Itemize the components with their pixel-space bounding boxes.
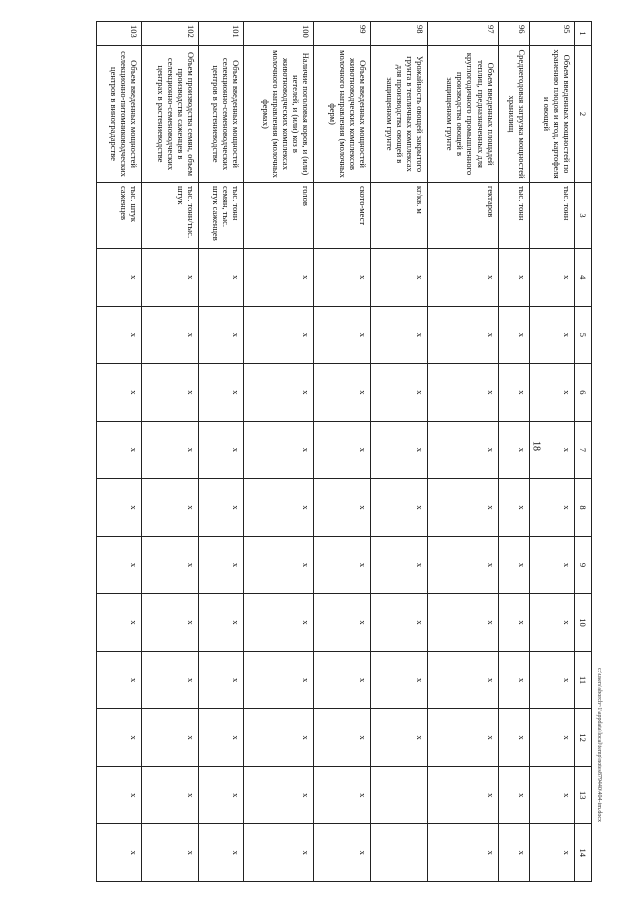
value-cell: x [371, 421, 428, 479]
indicator-name-cell: Объем введенных площадей теплиц, предназначенных для круглогодичного промышленного производства овощей в защищенном грунте [428, 46, 498, 183]
value-cell: x [313, 306, 370, 364]
value-cell: x [198, 364, 243, 422]
unit-cell: тыс. тонн [530, 183, 575, 249]
value-cell: x [498, 306, 530, 364]
unit-cell: ското-мест [313, 183, 370, 249]
row-number-cell: 102 [141, 22, 198, 46]
column-number-cell: 7 [575, 421, 592, 479]
value-cell: x [243, 594, 313, 652]
value-cell: x [243, 306, 313, 364]
value-cell: x [243, 364, 313, 422]
indicator-name-cell: Объем введенных мощностей по хранению плодов и ягод, картофеля и овощей [530, 46, 575, 183]
value-cell: x [530, 306, 575, 364]
value-cell: x [243, 709, 313, 767]
table-row [313, 22, 370, 882]
value-cell: x [428, 421, 498, 479]
column-number-cell: 14 [575, 824, 592, 882]
value-cell: x [97, 651, 142, 709]
value-cell: x [198, 306, 243, 364]
value-cell: x [428, 594, 498, 652]
value-cell: x [97, 594, 142, 652]
table-row [243, 22, 313, 882]
value-cell: x [428, 479, 498, 537]
row-number-cell: 95 [530, 22, 575, 46]
row-number-cell: 96 [498, 22, 530, 46]
value-cell: x [530, 364, 575, 422]
column-number-cell: 11 [575, 651, 592, 709]
value-cell: x [141, 824, 198, 882]
column-number-cell: 9 [575, 536, 592, 594]
value-cell: x [498, 364, 530, 422]
row-number-cell: 98 [371, 22, 428, 46]
column-number-row [575, 22, 592, 882]
value-cell: x [428, 766, 498, 824]
row-number-cell: 99 [313, 22, 370, 46]
table-row [498, 22, 530, 882]
value-cell: x [141, 479, 198, 537]
value-cell: x [97, 306, 142, 364]
column-number-cell: 1 [575, 22, 592, 46]
value-cell: x [243, 824, 313, 882]
value-cell [371, 766, 428, 824]
value-cell: x [97, 249, 142, 307]
value-cell: x [313, 364, 370, 422]
column-number-cell: 6 [575, 364, 592, 422]
table-row [198, 22, 243, 882]
column-number-cell: 10 [575, 594, 592, 652]
value-cell: x [428, 249, 498, 307]
indicator-name-cell: Объем введенных мощностей животноводческих комплексов молочного направления (молочных ферм) [313, 46, 370, 183]
table-row [97, 22, 142, 882]
value-cell: x [313, 824, 370, 882]
indicator-name-cell: Объем введенных мощностей селекционно-питомниководческих центров в виноградарстве [97, 46, 142, 183]
value-cell: x [198, 536, 243, 594]
value-cell: x [198, 651, 243, 709]
value-cell: x [243, 249, 313, 307]
page-number: 18 [530, 441, 542, 451]
value-cell: x [313, 766, 370, 824]
value-cell: x [141, 249, 198, 307]
value-cell: x [243, 479, 313, 537]
value-cell: x [530, 479, 575, 537]
value-cell: x [313, 651, 370, 709]
value-cell [371, 824, 428, 882]
value-cell: x [530, 651, 575, 709]
column-number-cell: 4 [575, 249, 592, 307]
value-cell: x [371, 709, 428, 767]
indicators-table [96, 21, 592, 882]
unit-cell: голов [243, 183, 313, 249]
value-cell: x [141, 594, 198, 652]
table-row [428, 22, 498, 882]
value-cell: x [313, 536, 370, 594]
value-cell: x [141, 766, 198, 824]
column-number-cell: 5 [575, 306, 592, 364]
column-number-cell: 12 [575, 709, 592, 767]
value-cell: x [498, 594, 530, 652]
value-cell: x [198, 824, 243, 882]
value-cell: x [141, 421, 198, 479]
value-cell: x [141, 709, 198, 767]
value-cell: x [498, 249, 530, 307]
value-cell: x [313, 421, 370, 479]
value-cell: x [371, 651, 428, 709]
value-cell: x [198, 421, 243, 479]
value-cell: x [141, 306, 198, 364]
value-cell: x [313, 594, 370, 652]
table-row [530, 22, 575, 882]
value-cell: x [371, 479, 428, 537]
value-cell: x [97, 766, 142, 824]
unit-cell: тыс. тонн [498, 183, 530, 249]
value-cell: x [141, 364, 198, 422]
row-number-cell: 100 [243, 22, 313, 46]
value-cell: x [97, 421, 142, 479]
value-cell: x [141, 536, 198, 594]
value-cell: x [97, 479, 142, 537]
unit-cell: кг/кв. м [371, 183, 428, 249]
value-cell: x [97, 536, 142, 594]
indicator-name-cell: Урожайность овощей закрытого грунта в тепличных комплексах для производства овощей в защищенном грунте [371, 46, 428, 183]
indicator-name-cell: Объем введенных мощностей селекционно-семеноводческих центров в растениеводстве [198, 46, 243, 183]
value-cell: x [198, 709, 243, 767]
value-cell: x [428, 824, 498, 882]
value-cell: x [243, 536, 313, 594]
value-cell: x [313, 709, 370, 767]
value-cell: x [530, 536, 575, 594]
value-cell: x [428, 306, 498, 364]
row-number-cell: 101 [198, 22, 243, 46]
column-number-cell: 3 [575, 183, 592, 249]
value-cell: x [530, 824, 575, 882]
value-cell: x [97, 824, 142, 882]
column-number-cell: 13 [575, 766, 592, 824]
value-cell: x [530, 421, 575, 479]
value-cell: x [141, 651, 198, 709]
value-cell: x [198, 479, 243, 537]
value-cell: x [198, 249, 243, 307]
indicator-name-cell: Среднегодовая загрузка мощностей хранилищ [498, 46, 530, 183]
value-cell: x [371, 249, 428, 307]
value-cell: x [371, 536, 428, 594]
value-cell: x [498, 709, 530, 767]
value-cell: x [371, 364, 428, 422]
value-cell: x [530, 766, 575, 824]
value-cell: x [530, 594, 575, 652]
value-cell: x [198, 594, 243, 652]
value-cell: x [243, 766, 313, 824]
column-number-cell: 8 [575, 479, 592, 537]
value-cell: x [530, 709, 575, 767]
value-cell: x [243, 651, 313, 709]
value-cell: x [313, 479, 370, 537]
column-number-cell: 2 [575, 46, 592, 183]
table-row [141, 22, 198, 882]
value-cell: x [428, 536, 498, 594]
value-cell: x [243, 421, 313, 479]
value-cell: x [198, 766, 243, 824]
unit-cell: тыс. тонн/тыс. штук [141, 183, 198, 249]
value-cell: x [97, 709, 142, 767]
value-cell: x [371, 306, 428, 364]
value-cell: x [498, 766, 530, 824]
value-cell: x [428, 651, 498, 709]
unit-cell: тыс. тонн семян, тыс. штук саженцев [198, 183, 243, 249]
value-cell: x [428, 709, 498, 767]
indicator-name-cell: Объем производства семян, объем производства саженцев в селекционно-семеноводческих центрах в растениеводстве [141, 46, 198, 183]
value-cell: x [498, 536, 530, 594]
value-cell: x [97, 364, 142, 422]
unit-cell: гектаров [428, 183, 498, 249]
row-number-cell: 97 [428, 22, 498, 46]
rotated-page-content [96, 21, 592, 881]
table-body [97, 22, 592, 882]
value-cell: x [530, 249, 575, 307]
value-cell: x [498, 651, 530, 709]
value-cell: x [428, 364, 498, 422]
indicator-name-cell: Наличие поголовья коров, и (или) нетелей, и (или) коз в животноводческих комплексах молочного направления (молочных фермах) [243, 46, 313, 183]
unit-cell: тыс. штук саженцев [97, 183, 142, 249]
value-cell: x [498, 824, 530, 882]
row-number-cell: 103 [97, 22, 142, 46]
value-cell: x [498, 479, 530, 537]
value-cell: x [371, 594, 428, 652]
value-cell: x [313, 249, 370, 307]
document-path: c:\users\sborch~1\appdata\local\temp\notes879440\404-im.docx [596, 667, 602, 823]
table-row [371, 22, 428, 882]
value-cell: x [498, 421, 530, 479]
